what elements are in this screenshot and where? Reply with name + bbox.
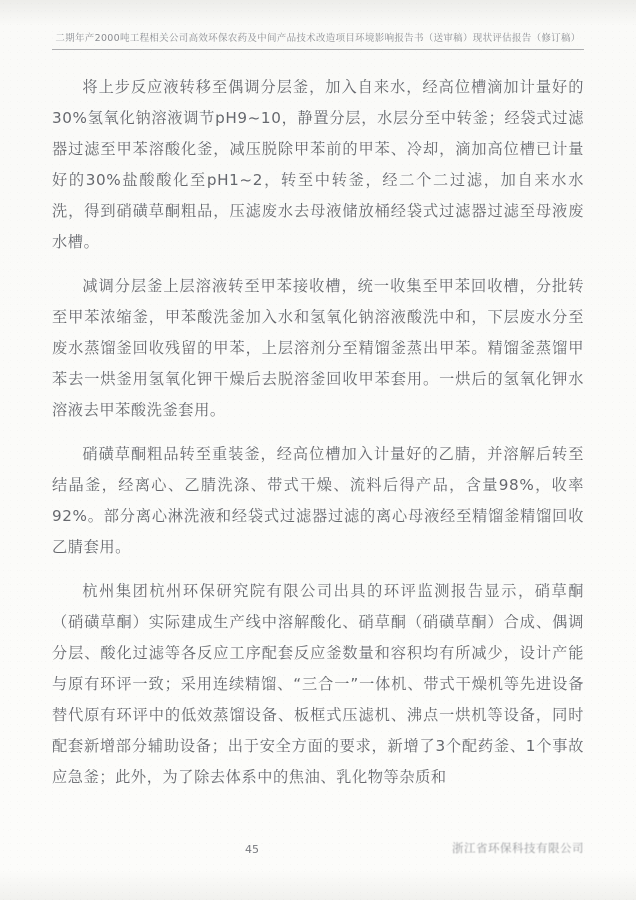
page-number: 45 xyxy=(245,843,259,856)
body-text xyxy=(52,72,584,793)
paragraph: 硝磺草酮粗品转至重装釜，经高位槽加入计量好的乙腈，并溶解后转至结晶釜，经离心、乙腈洗涤、带式干燥、流料后得产品，含量98%，收率92%。部分离心淋洗液和经袋式过滤器过滤的离心母液经至精馏釜精馏回收乙腈套用。 xyxy=(52,445,584,556)
paragraph: 将上步反应液转移至偶调分层釜，加入自来水，经高位槽滴加计量好的30%氢氧化钠溶液调节pH9~10，静置分层，水层分至中转釜；经袋式过滤器过滤至甲苯溶酸化釜，减压脱除甲苯前的甲苯、冷却，滴加高位槽已计量好的30%盐酸酸化至pH1~2，转至中转釜，经二个二过滤，加自来水水洗，得到硝磺草酮粗品，压滤废水去母液储放桶经袋式过滤器过滤至母液废水槽。 xyxy=(52,78,584,251)
running-header: 二期年产2000吨工程相关公司高效环保农药及中间产品技术改造项目环境影响报告书（送审稿）现状评估报告（修订稿） xyxy=(55,33,581,44)
header-divider xyxy=(52,49,584,50)
footer-organization: 浙江省环保科技有限公司 xyxy=(452,841,584,855)
scan-artifact-top xyxy=(0,0,636,26)
page-footer xyxy=(52,840,584,856)
paragraph: 减调分层釜上层溶液转至甲苯接收槽，统一收集至甲苯回收槽，分批转至甲苯浓缩釜，甲苯酸洗釜加入水和氢氧化钠溶液酸洗中和，下层废水分至废水蒸馏釜回收残留的甲苯，上层溶剂分至精馏釜蒸出甲苯。精馏釜蒸馏甲苯去一烘釜用氢氧化钾干燥后去脱溶釜回收甲苯套用。一烘后的氢氧化钾水溶液去甲苯酸洗釜套用。 xyxy=(52,277,584,419)
scan-artifact-bottom xyxy=(0,870,636,900)
paragraph: 杭州集团杭州环保研究院有限公司出具的环评监测报告显示，硝草酮（硝磺草酮）实际建成生产线中溶解酸化、硝草酮（硝磺草酮）合成、偶调分层、酸化过滤等各反应工序配套反应釜数量和容积均有所减少，设计产能与原有环评一致；采用连续精馏、“三合一”一体机、带式干燥机等先进设备替代原有环评中的低效蒸馏设备、板框式压滤机、沸点一烘机等设备，同时配套新增部分辅助设备；出于安全方面的要求，新增了3个配药釜、1个事故应急釜；此外，为了除去体系中的焦油、乳化物等杂质和 xyxy=(52,582,584,786)
page-content xyxy=(52,30,584,806)
